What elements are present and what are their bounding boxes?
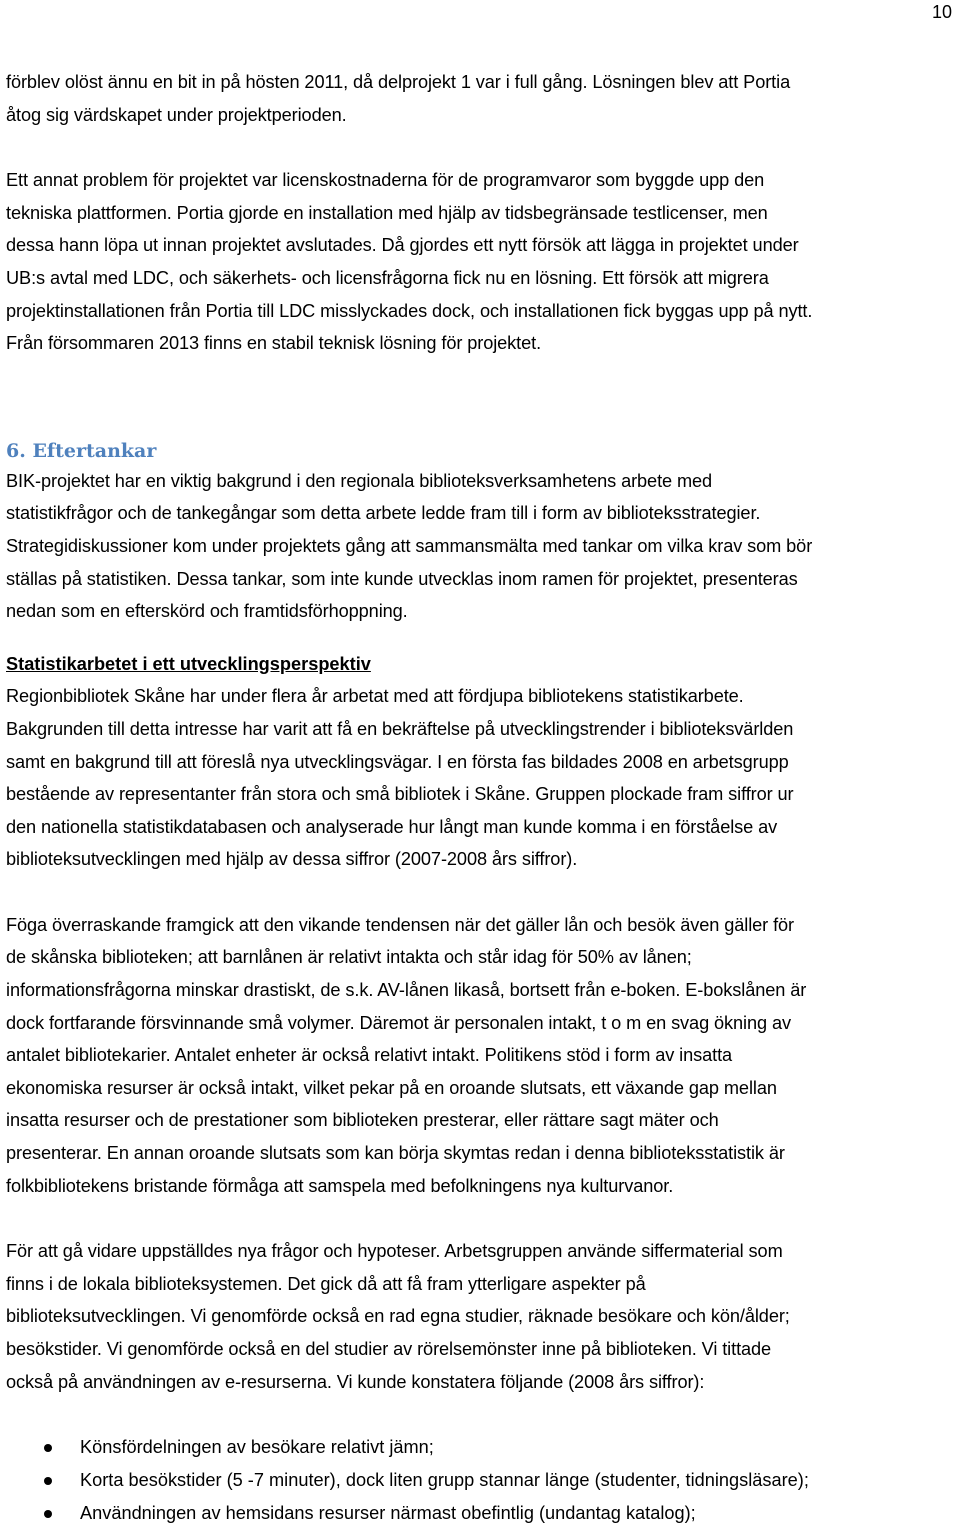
text-line: Föga överraskande framgick att den vikande tendensen när det gäller lån och besök även gäller för — [6, 914, 795, 935]
text-line: den nationella statistikdatabasen och analyserade hur långt man kunde komma i en förståelse av — [6, 816, 778, 837]
subsection-heading: Statistikarbetet i ett utvecklingsperspektiv — [6, 653, 371, 674]
list-item-text: Korta besökstider (5 -7 minuter), dock liten grupp stannar länge (studenter, tidningsläsare); — [80, 1470, 809, 1491]
list-item — [6, 1431, 954, 1464]
text-line: de skånska biblioteken; att barnlånen är relativt intakta och står idag för 50% av lånen; — [6, 947, 692, 968]
list-item-text: Användningen av hemsidans resurser närmast obefintlig (undantag katalog); — [80, 1503, 696, 1524]
text-line: insatta resurser och de prestationer som biblioteken presterar, eller rättare sagt mäter och — [6, 1110, 719, 1131]
text-line: projektinstallationen från Portia till LDC misslyckades dock, och installationen fick byggas upp på nytt. — [6, 300, 813, 321]
text-line: presenterar. En annan oroande slutsats som kan börja skymtas redan i denna biblioteksstatistik är — [6, 1143, 785, 1164]
text-line: biblioteksutvecklingen med hjälp av dessa siffror (2007-2008 års siffror). — [6, 849, 578, 870]
list-item — [6, 1497, 954, 1530]
text-line: dock fortfarande försvinnande små volymer. Däremot är personalen intakt, t o m en svag ökning av — [6, 1012, 791, 1033]
text-line: För att gå vidare uppställdes nya frågor och hypoteser. Arbetsgruppen använde siffermaterial som — [6, 1241, 783, 1262]
text-line: ställas på statistiken. Dessa tankar, som inte kunde utvecklas inom ramen för projektet, presenteras — [6, 568, 798, 589]
text-line: också på användningen av e-resurserna. Vi kunde konstatera följande (2008 års siffror): — [6, 1371, 705, 1392]
paragraph-portia-hosting — [6, 66, 954, 131]
text-line: statistikfrågor och de tankegångar som detta arbete ledde fram till i form av biblioteksstrategier. — [6, 503, 761, 524]
section-heading: 6. Eftertankar — [6, 439, 157, 462]
bullet-icon — [44, 1444, 52, 1452]
text-line: biblioteksutvecklingen. Vi genomförde också en rad egna studier, räknade besökare och kön/ålder; — [6, 1306, 790, 1327]
text-line: nedan som en efterskörd och framtidsförhoppning. — [6, 601, 408, 622]
paragraph-statistics-work — [6, 680, 954, 876]
bullet-icon — [44, 1510, 52, 1518]
text-line: samt en bakgrund till att föreslå nya utvecklingsvägar. I en första fas bildades 2008 en arbetsgrupp — [6, 751, 789, 772]
text-line: finns i de lokala biblioteksystemen. Det gick då att få fram ytterligare aspekter på — [6, 1273, 646, 1294]
list-item — [6, 1464, 954, 1497]
text-line: tekniska plattformen. Portia gjorde en installation med hjälp av tidsbegränsade testlicenser, men — [6, 202, 768, 223]
text-line: Från försommaren 2013 finns en stabil teknisk lösning för projektet. — [6, 333, 542, 354]
document-body — [6, 66, 954, 1530]
paragraph-findings — [6, 909, 954, 1202]
text-line: åtog sig värdskapet under projektperioden. — [6, 104, 347, 125]
text-line: Bakgrunden till detta intresse har varit att få en bekräftelse på utvecklingstrender i biblioteksvärlden — [6, 718, 794, 739]
text-line: ekonomiska resurser är också intakt, vilket pekar på en oroande slutsats, ett växande gap mellan — [6, 1077, 777, 1098]
text-line: besökstider. Vi genomförde också en del studier av rörelsemönster inne på biblioteken. Vi tittade — [6, 1339, 772, 1359]
list-item-text: Könsfördelningen av besökare relativt jämn; — [80, 1437, 434, 1458]
text-line: folkbibliotekens bristande förmåga att samspela med befolkningens nya kulturvanor. — [6, 1175, 674, 1196]
paragraph-bik-background — [6, 465, 954, 628]
text-line: informationsfrågorna minskar drastiskt, de s.k. AV-lånen likaså, bortsett från e-boken. E-bokslånen är — [6, 980, 807, 1001]
bullet-icon — [44, 1477, 52, 1485]
text-line: Regionbibliotek Skåne har under flera år arbetat med att fördjupa bibliotekens statistikarbete. — [6, 686, 744, 707]
text-line: bestående av representanter från stora och små bibliotek i Skåne. Gruppen plockade fram siffror ur — [6, 784, 794, 805]
text-line: BIK-projektet har en viktig bakgrund i den regionala biblioteksverksamhetens arbete med — [6, 470, 713, 491]
text-line: antalet bibliotekarier. Antalet enheter är också relativt intakt. Politikens stöd i form av insatta — [6, 1045, 733, 1066]
text-line: Ett annat problem för projektet var licenskostnaderna för de programvaror som byggde upp den — [6, 170, 765, 191]
text-line: Strategidiskussioner kom under projektets gång att sammansmälta med tankar om vilka krav som bör — [6, 535, 813, 556]
paragraph-new-questions — [6, 1235, 954, 1398]
page-number: 10 — [931, 2, 952, 22]
paragraph-license-costs — [6, 164, 954, 360]
text-line: UB:s avtal med LDC, och säkerhets- och licensfrågorna fick nu en lösning. Ett försök att migrera — [6, 267, 769, 288]
text-line: dessa hann löpa ut innan projektet avslutades. Då gjordes ett nytt försök att lägga in projektet under — [6, 235, 799, 256]
text-line: förblev olöst ännu en bit in på hösten 2011, då delprojekt 1 var i full gång. Lösningen blev att Portia — [6, 72, 791, 92]
findings-bullet-list — [6, 1431, 954, 1530]
